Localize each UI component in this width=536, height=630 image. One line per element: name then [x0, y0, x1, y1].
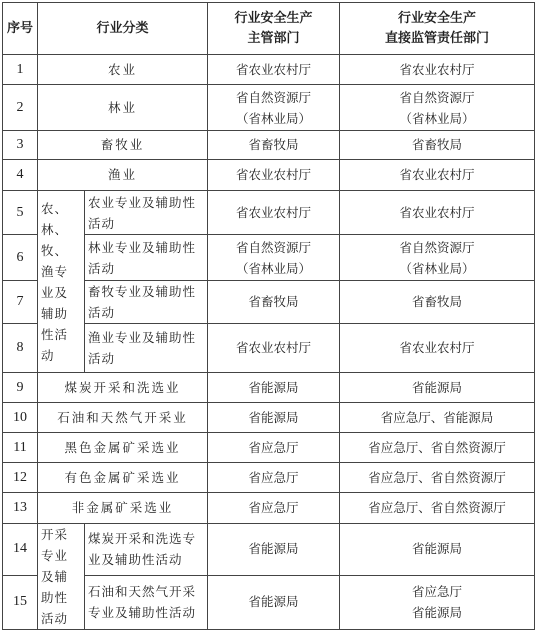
header-industry: 行业分类	[38, 3, 208, 55]
row-number: 6	[3, 235, 38, 281]
direct-department: 省应急厅、省能源局	[340, 403, 535, 433]
direct-department: 省畜牧局	[340, 281, 535, 324]
table-row	[3, 85, 535, 131]
direct-department: 省应急厅、省自然资源厅	[340, 463, 535, 493]
direct-department: 省畜牧局	[340, 131, 535, 160]
industry-name: 石油和天然气开采业	[38, 403, 208, 433]
direct-department: 省农业农村厅	[340, 191, 535, 235]
row-number: 11	[3, 433, 38, 463]
row-number: 14	[3, 524, 38, 576]
header-direct	[340, 3, 535, 55]
competent-department: 省能源局	[208, 403, 340, 433]
competent-department: 省能源局	[208, 575, 340, 629]
competent-department: 省能源局	[208, 373, 340, 403]
industry-name: 农业专业及辅助性活动	[85, 191, 208, 235]
industry-name: 畜牧专业及辅助性活动	[85, 281, 208, 324]
table-row	[3, 493, 535, 524]
row-number: 10	[3, 403, 38, 433]
table-row	[3, 433, 535, 463]
industry-name: 渔业	[38, 160, 208, 191]
header-competent-line2: 主管部门	[247, 30, 300, 46]
competent-department-line: （省林业局）	[236, 110, 312, 126]
industry-name: 非金属矿采选业	[38, 493, 208, 524]
row-number: 8	[3, 324, 38, 373]
direct-department-line: 省自然资源厅	[399, 89, 475, 105]
competent-department: 省应急厅	[208, 433, 340, 463]
table-row	[3, 463, 535, 493]
industry-group: 开采专业及辅助性活动	[38, 524, 85, 630]
competent-department: 省农业农村厅	[208, 160, 340, 191]
direct-department: 省能源局	[340, 373, 535, 403]
direct-department: 省能源局	[340, 524, 535, 576]
competent-department-line: （省林业局）	[236, 260, 312, 276]
industry-name: 有色金属矿采选业	[38, 463, 208, 493]
direct-department-line: 省能源局	[412, 605, 463, 621]
table-row	[3, 373, 535, 403]
industry-name: 黑色金属矿采选业	[38, 433, 208, 463]
table-row	[3, 524, 535, 576]
row-number: 2	[3, 85, 38, 131]
row-number: 15	[3, 575, 38, 629]
industry-name: 林业	[38, 85, 208, 131]
direct-department: 省农业农村厅	[340, 55, 535, 85]
row-number: 7	[3, 281, 38, 324]
direct-department-line: 省自然资源厅	[399, 239, 475, 255]
competent-department: 省能源局	[208, 524, 340, 576]
row-number: 9	[3, 373, 38, 403]
direct-department: 省应急厅、省自然资源厅	[340, 433, 535, 463]
header-seq: 序号	[3, 3, 38, 55]
industry-name: 林业专业及辅助性活动	[85, 235, 208, 281]
direct-department: 省农业农村厅	[340, 160, 535, 191]
direct-department-line: 省应急厅	[412, 584, 463, 600]
row-number: 4	[3, 160, 38, 191]
competent-department: 省应急厅	[208, 463, 340, 493]
industry-name: 渔业专业及辅助性活动	[85, 324, 208, 373]
industry-group: 农、林、牧、渔专业及辅助性活动	[38, 191, 85, 373]
industry-name: 石油和天然气开采专业及辅助性活动	[85, 575, 208, 629]
direct-department-line: （省林业局）	[399, 110, 475, 126]
competent-department-line: 省自然资源厅	[236, 89, 312, 105]
table-row	[3, 55, 535, 85]
table-row	[3, 160, 535, 191]
competent-department: 省农业农村厅	[208, 191, 340, 235]
row-number: 3	[3, 131, 38, 160]
direct-department	[340, 235, 535, 281]
table-row	[3, 403, 535, 433]
competent-department	[208, 235, 340, 281]
competent-department-line: 省自然资源厅	[236, 239, 312, 255]
direct-department	[340, 85, 535, 131]
row-number: 1	[3, 55, 38, 85]
direct-department-line: （省林业局）	[399, 260, 475, 276]
table-row	[3, 131, 535, 160]
industry-name: 农业	[38, 55, 208, 85]
row-number: 5	[3, 191, 38, 235]
header-direct-line1: 行业安全生产	[398, 10, 477, 26]
industry-name: 煤炭开采和洗选专业及辅助性活动	[85, 524, 208, 576]
direct-department	[340, 575, 535, 629]
competent-department: 省农业农村厅	[208, 55, 340, 85]
header-competent	[208, 3, 340, 55]
competent-department: 省应急厅	[208, 493, 340, 524]
header-direct-line2: 直接监管责任部门	[385, 30, 490, 46]
industry-name: 煤炭开采和洗选业	[38, 373, 208, 403]
competent-department: 省畜牧局	[208, 281, 340, 324]
header-competent-line1: 行业安全生产	[234, 10, 313, 26]
row-number: 12	[3, 463, 38, 493]
row-number: 13	[3, 493, 38, 524]
competent-department	[208, 85, 340, 131]
table-row	[3, 191, 535, 235]
competent-department: 省畜牧局	[208, 131, 340, 160]
industry-safety-table	[2, 2, 535, 630]
header-row	[3, 3, 535, 55]
industry-name: 畜牧业	[38, 131, 208, 160]
direct-department: 省应急厅、省自然资源厅	[340, 493, 535, 524]
direct-department: 省农业农村厅	[340, 324, 535, 373]
competent-department: 省农业农村厅	[208, 324, 340, 373]
